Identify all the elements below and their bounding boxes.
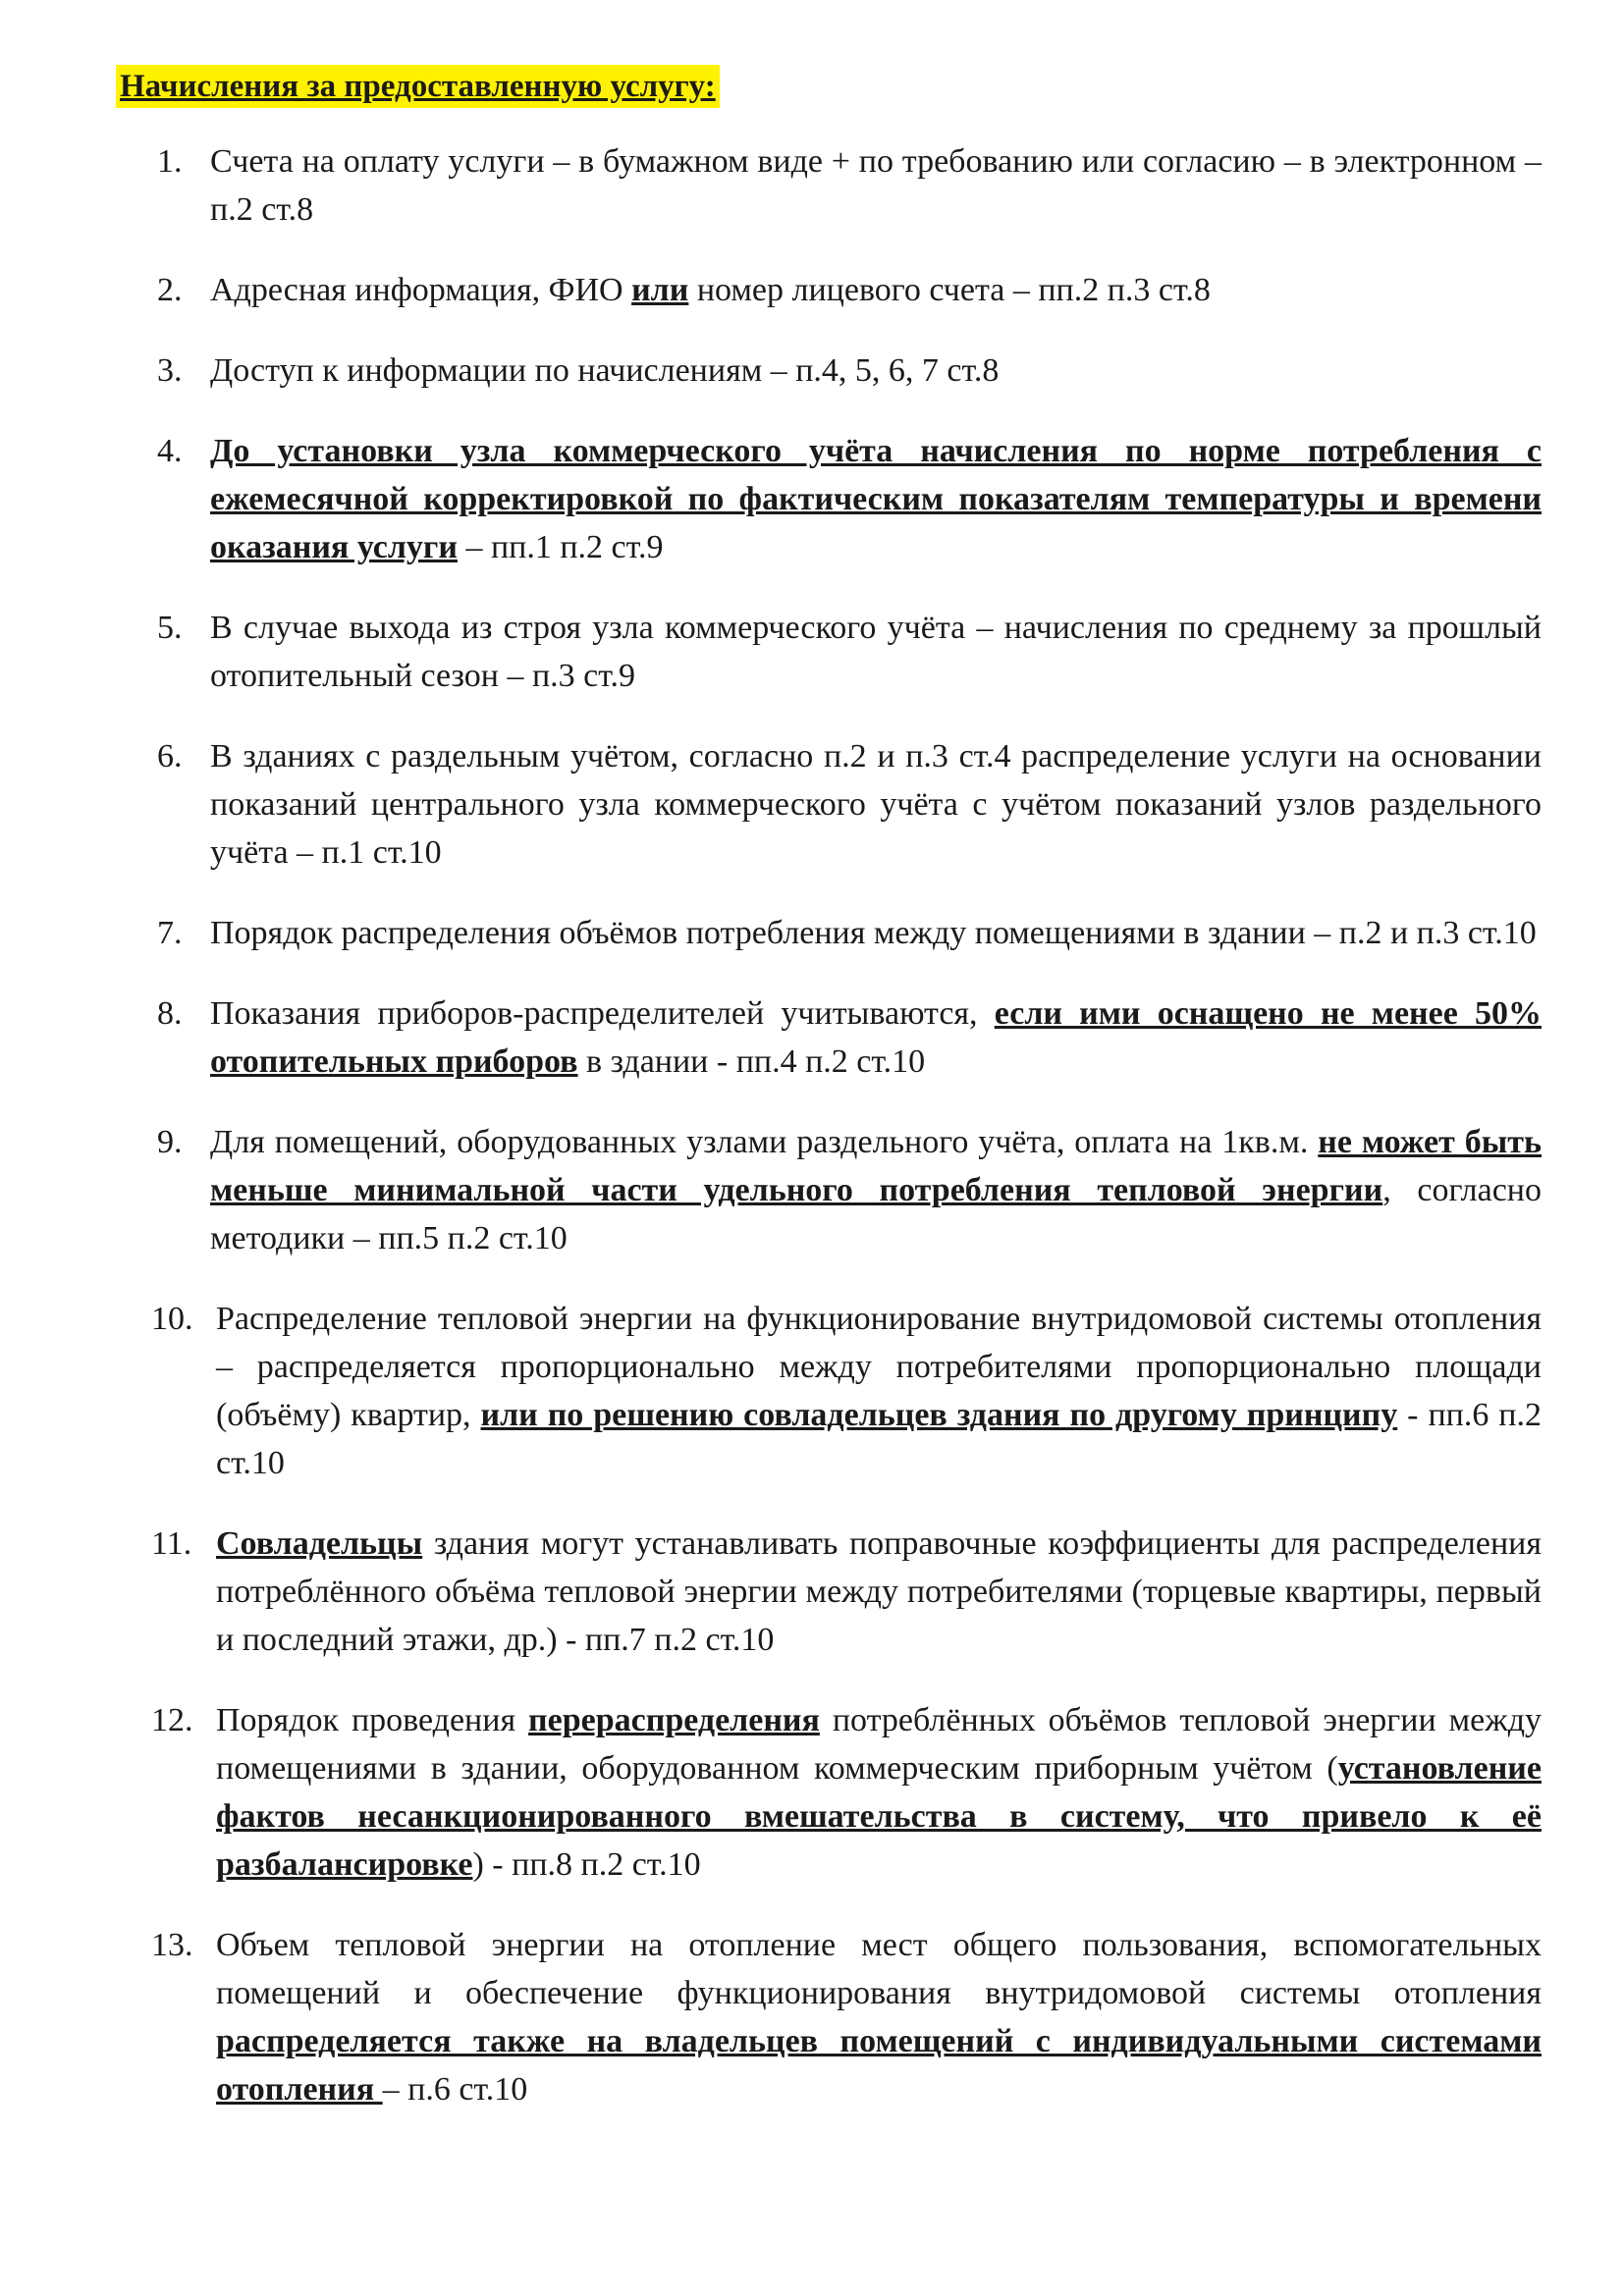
list-item-number: 8.: [157, 995, 183, 1032]
list-item: [151, 1921, 1542, 2113]
list-item-text: , согласно методики – пп.5 п.2 ст.10: [210, 1172, 1543, 1256]
list-item-text: Показания приборов-распределителей учитываются,: [210, 995, 995, 1032]
requirements-list: [151, 137, 1543, 2146]
list-item: [157, 266, 1542, 314]
emphasized-text: установление фактов несанкционированного вмешательства в систему, что привело к её разбалансировке: [216, 1750, 1542, 1883]
emphasized-text: не может быть меньше минимальной части удельного потребления тепловой энергии: [210, 1124, 1542, 1208]
list-item: [151, 1696, 1542, 1889]
list-item-text: номер лицевого счета – пп.2 п.3 ст.8: [688, 272, 1211, 308]
list-item: [151, 1520, 1542, 1664]
emphasized-text: До установки узла коммерческого учёта начисления по норме потребления с ежемесячной корректировкой по фактическим показателям температуры и времени оказания услуги: [210, 433, 1542, 565]
list-item-text: Доступ к информации по начислениям – п.4, 5, 6, 7 ст.8: [210, 352, 1000, 389]
list-item-number: 5.: [157, 610, 183, 646]
list-item-text: - пп.6 п.2 ст.10: [216, 1397, 1542, 1481]
list-item: [157, 427, 1542, 571]
list-item-number: 2.: [157, 272, 183, 308]
emphasized-text: Совладельцы: [216, 1525, 423, 1562]
list-item-text: Для помещений, оборудованных узлами раздельного учёта, оплата на 1кв.м.: [210, 1124, 1319, 1160]
list-item-number: 13.: [151, 1927, 193, 1963]
list-item-text: – п.6 ст.10: [382, 2071, 528, 2108]
list-item-number: 4.: [157, 433, 183, 469]
emphasized-text: или: [631, 272, 689, 308]
list-item-number: 1.: [157, 143, 183, 180]
list-item-text: Порядок распределения объёмов потребления между помещениями в здании – п.2 и п.3 ст.10: [210, 915, 1537, 951]
emphasized-text: распределяется также на владельцев помещений с индивидуальными системами отопления: [216, 2023, 1542, 2108]
list-item-number: 10.: [151, 1301, 193, 1337]
list-item-text: Объем тепловой энергии на отопление мест общего пользования, вспомогательных помещений и обеспечение функционирования внутридомовой системы отопления: [216, 1927, 1542, 2011]
list-item: [157, 909, 1542, 957]
page-heading: Начисления за предоставленную услугу:: [116, 65, 720, 108]
list-item-text: Распределение тепловой энергии на функционирование внутридомовой системы отопления – распределяется пропорционально между потребителями пропорционально площади (объёму) квартир,: [216, 1301, 1542, 1433]
list-item-text: здания могут устанавливать поправочные коэффициенты для распределения потреблённого объёма тепловой энергии между потребителями (торцевые квартиры, первый и последний этажи, др.) - пп.7 п.2 ст.10: [216, 1525, 1542, 1658]
list-item-text: ) - пп.8 п.2 ст.10: [472, 1846, 701, 1883]
list-item-text: потреблённых объёмов тепловой энергии между помещениями в здании, оборудованном коммерческим приборным учётом (: [216, 1702, 1542, 1787]
list-item: [157, 137, 1542, 234]
list-item: [151, 1295, 1542, 1487]
emphasized-text: или по решению совладельцев здания по другому принципу: [480, 1397, 1398, 1433]
list-item-number: 11.: [151, 1525, 192, 1562]
list-item-text: Порядок проведения: [216, 1702, 529, 1738]
list-item-text: – пп.1 п.2 ст.9: [457, 529, 664, 565]
list-item: [157, 989, 1542, 1086]
list-item-text: Адресная информация, ФИО: [210, 272, 632, 308]
list-item-number: 12.: [151, 1702, 193, 1738]
list-item: [157, 604, 1542, 700]
list-item-text: В зданиях с раздельным учётом, согласно п.2 и п.3 ст.4 распределение услуги на основании показаний центрального узла коммерческого учёта с учётом показаний узлов раздельного учёта – п.1 ст.10: [210, 738, 1542, 871]
list-item: [157, 347, 1542, 395]
emphasized-text: если ими оснащено не менее 50% отопительных приборов: [210, 995, 1543, 1080]
list-item: [157, 732, 1542, 877]
list-item: [157, 1118, 1542, 1262]
list-item-text: Счета на оплату услуги – в бумажном виде + по требованию или согласию – в электронном – п.2 ст.8: [210, 143, 1542, 228]
list-item-number: 7.: [157, 915, 183, 951]
emphasized-text: перераспределения: [528, 1702, 820, 1738]
list-item-text: в здании - пп.4 п.2 ст.10: [577, 1043, 926, 1080]
list-item-number: 9.: [157, 1124, 183, 1160]
list-item-number: 6.: [157, 738, 183, 774]
list-item-number: 3.: [157, 352, 183, 389]
list-item-text: В случае выхода из строя узла коммерческого учёта – начисления по среднему за прошлый отопительный сезон – п.3 ст.9: [210, 610, 1542, 694]
